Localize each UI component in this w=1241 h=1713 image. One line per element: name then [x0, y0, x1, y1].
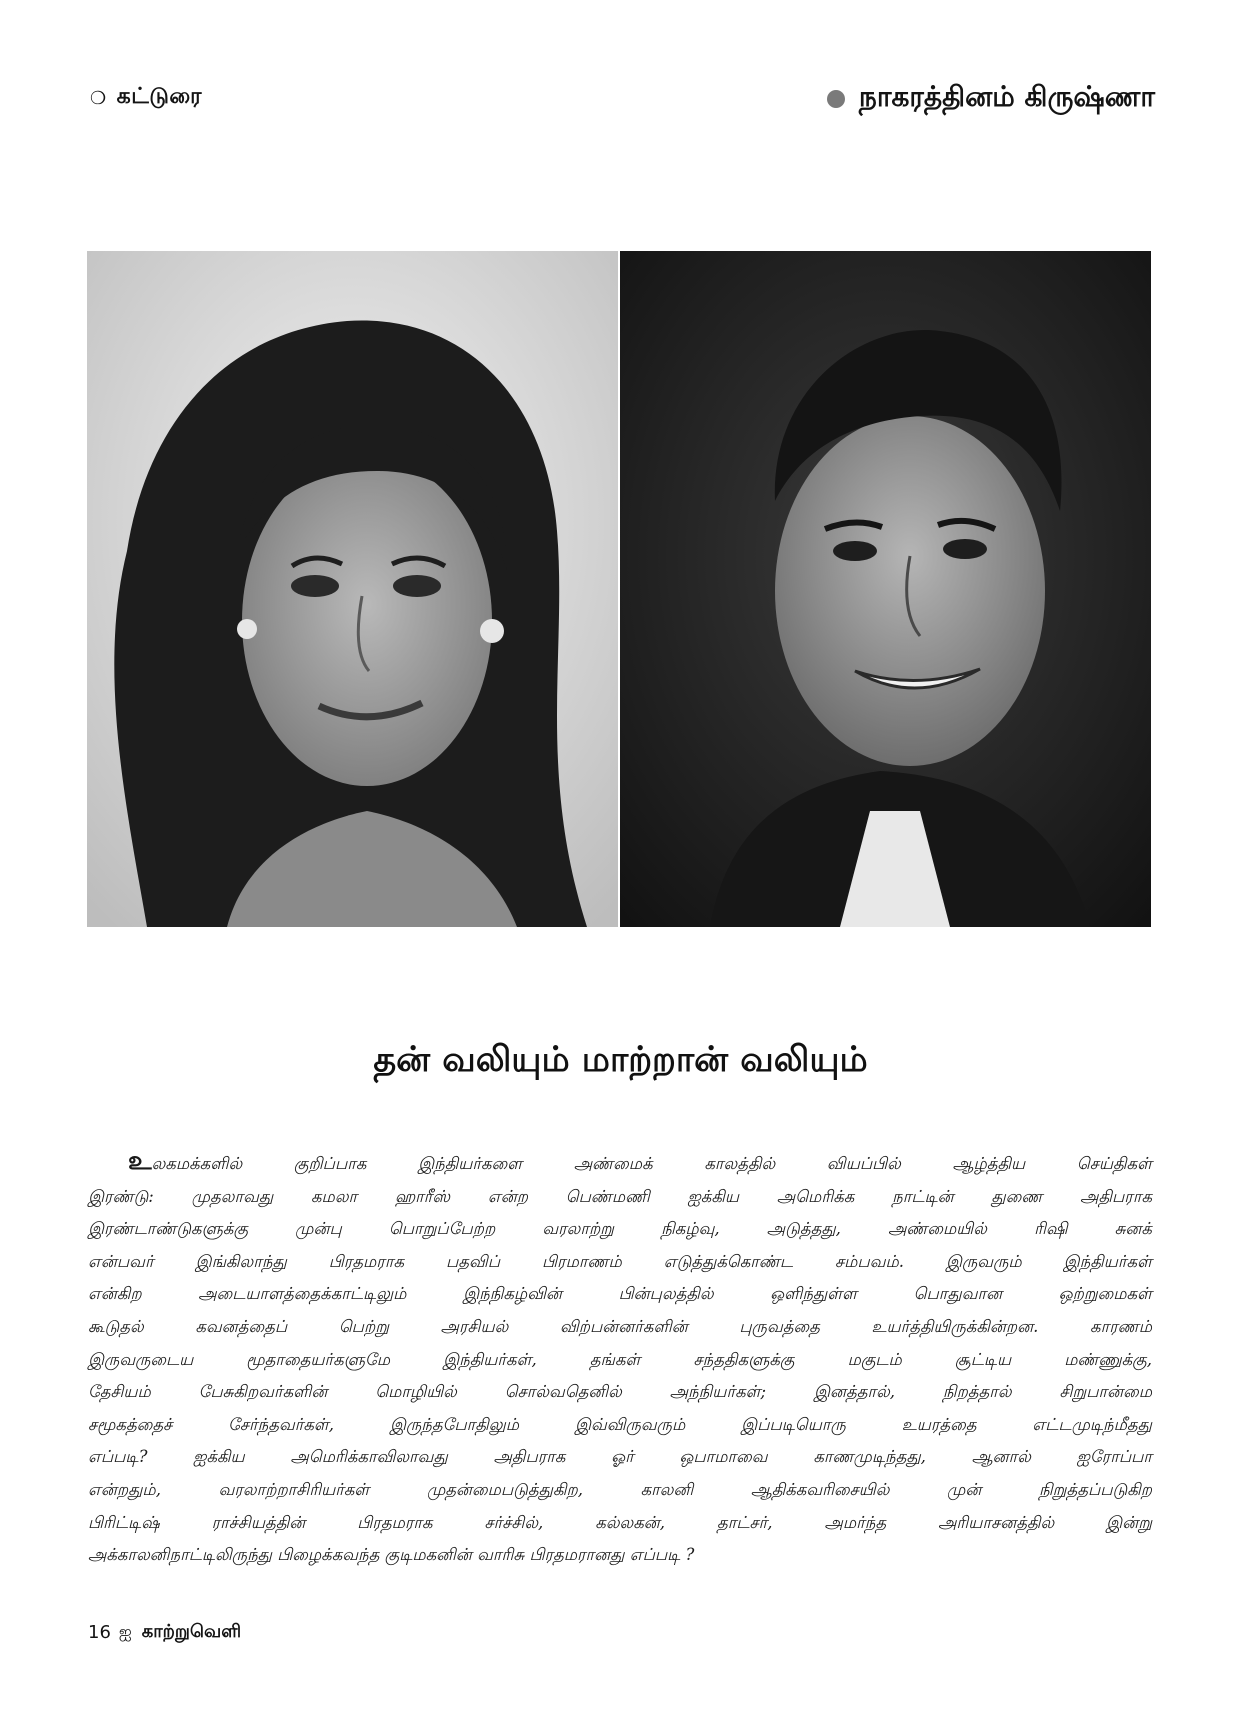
body-line: உலகமக்களில் குறிப்பாக இந்தியர்களை அண்மைக் காலத்தில் வியப்பில் ஆழ்த்திய செய்திகள்	[128, 1146, 1152, 1176]
section-label	[90, 84, 202, 112]
body-line: எப்படி? ஐக்கிய அமெரிக்காவிலாவது அதிபராக ஓர் ஒபாமாவை காணமுடிந்தது, ஆனால் ஐரோப்பா	[88, 1447, 1152, 1467]
body-line: அக்காலனிநாட்டிலிருந்து பிழைக்கவந்த குடிமகனின் வாரிசு பிரதமரானது எப்படி ?	[88, 1545, 695, 1565]
portrait-left-image	[87, 251, 618, 927]
body-line: என்கிற அடையாளத்தைக்காட்டிலும் இந்நிகழ்வின் பின்புலத்தில் ஒளிந்துள்ள பொதுவான ஒற்றுமைகள்	[88, 1284, 1152, 1304]
body-line: சமூகத்தைச் சேர்ந்தவர்கள், இருந்தபோதிலும் இவ்விருவரும் இப்படியொரு உயரத்தை எட்டமுடிந்மீதது	[88, 1414, 1152, 1434]
article-title: தன் வலியும் மாற்றான் வலியும்	[373, 1040, 868, 1080]
author-byline	[827, 80, 1155, 117]
body-line: கூடுதல் கவனத்தைப் பெற்று அரசியல் விற்பன்னர்களின் புருவத்தை உயர்த்தியிருக்கின்றன. காரணம்	[88, 1316, 1152, 1336]
circle-outline-icon: ❍	[90, 87, 107, 109]
page-number: 16	[88, 1622, 111, 1643]
portrait-left-woman	[87, 251, 618, 927]
ornament-icon: ஐ	[118, 1622, 132, 1641]
bullet-dot-icon	[827, 90, 845, 108]
body-line: இருவருடைய மூதாதையர்களுமே இந்தியர்கள், தங்கள் சந்ததிகளுக்கு மகுடம் சூட்டிய மண்ணுக்கு,	[88, 1349, 1152, 1369]
body-line: என்பவர் இங்கிலாந்து பிரதமராக பதவிப் பிரமாணம் எடுத்துக்கொண்ட சம்பவம். இருவரும் இந்தியர்கள்	[88, 1251, 1152, 1271]
portrait-right-image	[620, 251, 1151, 927]
article-body	[88, 1145, 1152, 1572]
drop-cap: உ	[128, 1146, 152, 1176]
photo-pair	[87, 251, 1151, 927]
body-line: பிரிட்டிஷ் ராச்சியத்தின் பிரதமராக சர்ச்சில், கல்லகன், தாட்சர், அமர்ந்த அரியாசனத்தில் இன்று	[88, 1512, 1152, 1532]
section-label-text: கட்டுரை	[116, 84, 203, 109]
page-footer	[88, 1621, 241, 1644]
portrait-right-man	[618, 251, 1151, 927]
body-line: என்றதும், வரலாற்றாசிரியர்கள் முதன்மைபடுத்துகிற, காலனி ஆதிக்கவரிசையில் முன் நிறுத்தப்படுகிற	[88, 1479, 1152, 1499]
body-line: தேசியம் பேசுகிறவர்களின் மொழியில் சொல்வதெனில் அந்நியர்கள்; இனத்தால், நிறத்தால் சிறுபான்மை	[88, 1382, 1152, 1402]
body-line: இரண்டு: முதலாவது கமலா ஹாரீஸ் என்ற பெண்மணி ஐக்கிய அமெரிக்க நாட்டின் துணை அதிபராக	[88, 1186, 1152, 1206]
body-line: இரண்டாண்டுகளுக்கு முன்பு பொறுப்பேற்ற வரலாற்று நிகழ்வு, அடுத்தது, அண்மையில் ரிஷி சுனக்	[88, 1219, 1152, 1239]
magazine-name: காற்றுவெளி	[141, 1621, 242, 1642]
author-name: நாகரத்தினம் கிருஷ்ணா	[858, 80, 1155, 113]
